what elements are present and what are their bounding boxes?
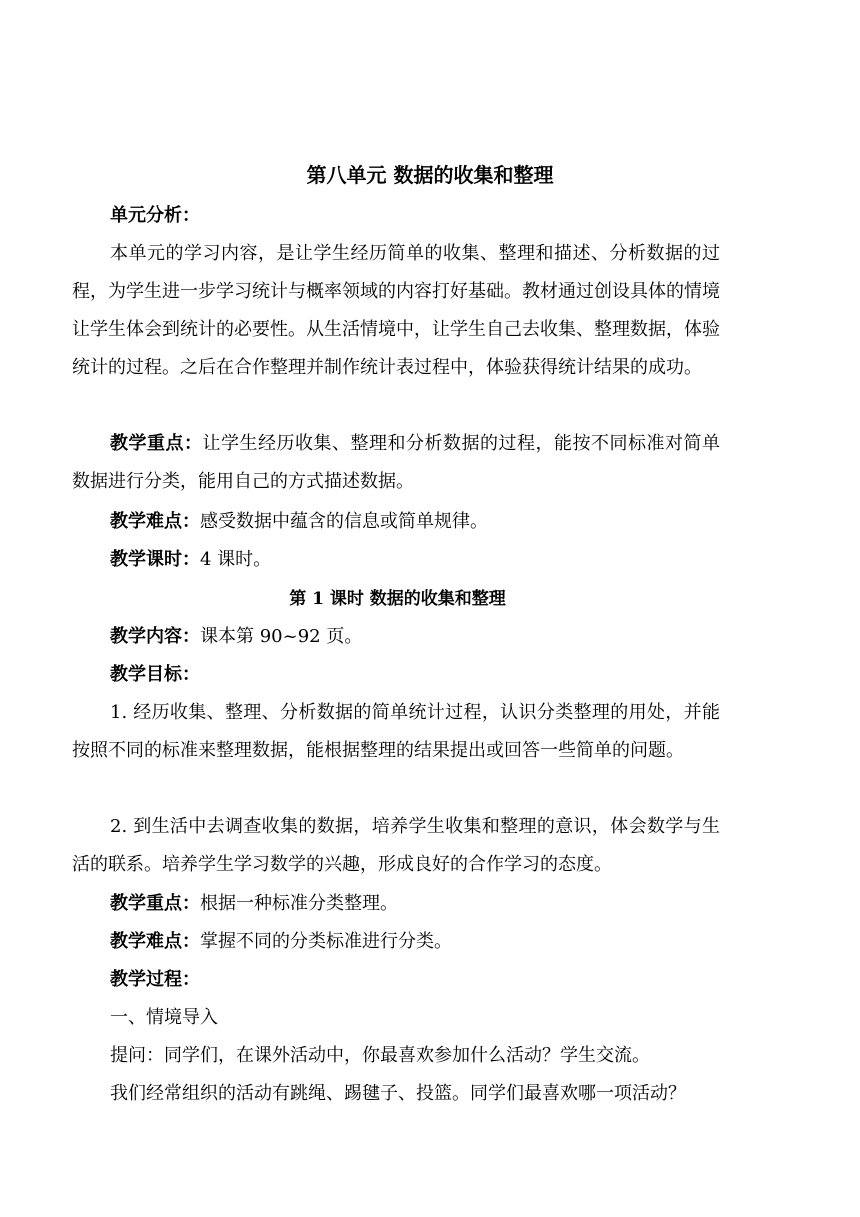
activities-paragraph: 我们经常组织的活动有跳绳、踢毽子、投篮。同学们最喜欢哪一项活动？ [110, 1083, 686, 1104]
unit-hours-label: 教学课时： [110, 549, 200, 570]
lesson-title: 第 1 课时 数据的收集和整理 [289, 589, 506, 609]
unit-hours-text: 4 课时。 [200, 549, 272, 570]
unit-key-point-label: 教学重点： [110, 433, 203, 454]
lesson-goal-item: 2. 到生活中去调查收集的数据，培养学生收集和整理的意识，体会数学与生活的联系。培养学生学习数学的兴趣，形成良好的合作学习的态度。 [72, 816, 720, 875]
unit-key-point [72, 425, 720, 501]
unit-difficulty-label: 教学难点： [110, 511, 200, 532]
lesson-goal-item: 1. 经历收集、整理、分析数据的简单统计过程，认识分类整理的用处，并能按照不同的标准来整理数据，能根据整理的结果提出或回答一些简单的问题。 [72, 702, 720, 761]
lesson-process-heading [72, 961, 720, 999]
unit-title: 第八单元 数据的收集和整理 [306, 163, 554, 187]
unit-analysis-heading [72, 197, 720, 235]
lesson-key-point [72, 885, 720, 923]
lesson-difficulty [72, 923, 720, 961]
section-one-heading: 一、情境导入 [110, 1007, 218, 1028]
lesson-difficulty-label: 教学难点： [110, 931, 200, 952]
unit-analysis-paragraph: 本单元的学习内容，是让学生经历简单的收集、整理和描述、分析数据的过程，为学生进一步学习统计与概率领域的内容打好基础。教材通过创设具体的情境让学生体会到统计的必要性。从生活情境中，让学生自己去收集、整理数据，体验统计的过程。之后在合作整理并制作统计表过程中，体验获得统计结果的成功。 [72, 243, 720, 378]
lesson-content [72, 618, 720, 656]
lesson-key-point-text: 根据一种标准分类整理。 [200, 893, 398, 914]
lesson-difficulty-text: 掌握不同的分类标准进行分类。 [200, 931, 452, 952]
lesson-goals-label: 教学目标： [110, 664, 200, 685]
unit-key-point-text: 让学生经历收集、整理和分析数据的过程，能按不同标准对简单数据进行分类，能用自己的方式描述数据。 [72, 433, 720, 492]
unit-difficulty-text: 感受数据中蕴含的信息或简单规律。 [200, 511, 488, 532]
lesson-key-point-label: 教学重点： [110, 893, 200, 914]
unit-analysis-label: 单元分析： [110, 205, 200, 226]
lesson-process-label: 教学过程： [110, 969, 200, 990]
lesson-goals-heading [72, 656, 720, 694]
unit-hours [72, 541, 720, 579]
unit-difficulty [72, 503, 720, 541]
lesson-content-text: 课本第 90~92 页。 [200, 626, 363, 647]
question-paragraph: 提问：同学们，在课外活动中，你最喜欢参加什么活动？学生交流。 [110, 1045, 650, 1066]
lesson-content-label: 教学内容： [110, 626, 200, 647]
